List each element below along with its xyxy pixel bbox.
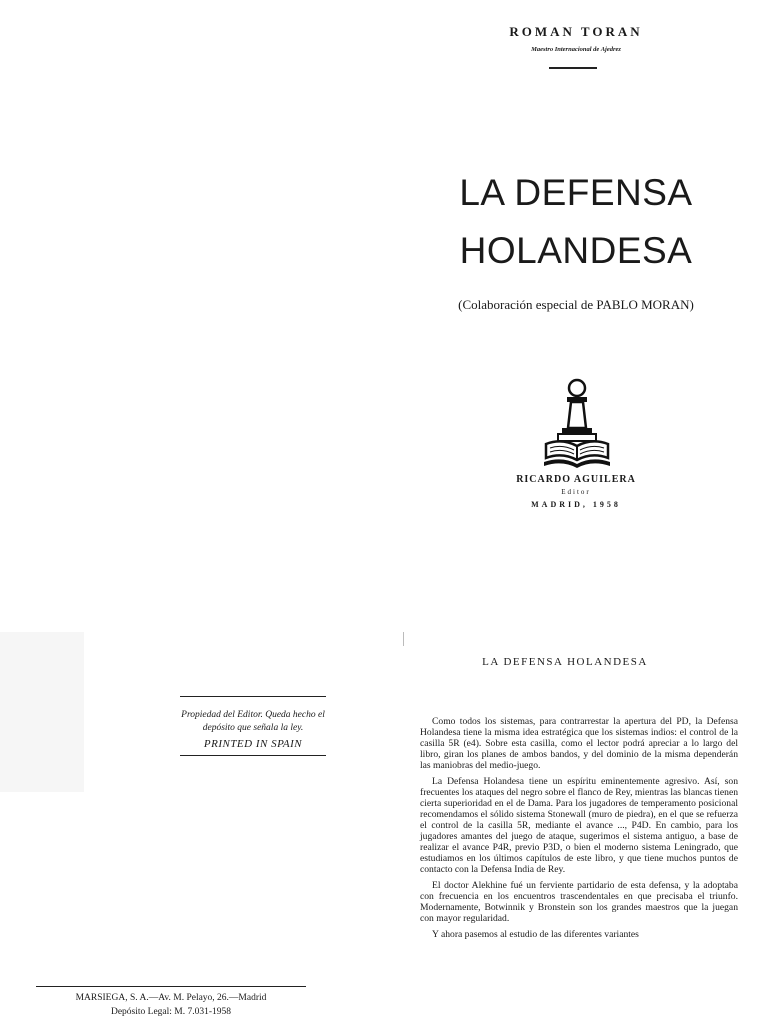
legal-deposit: Depósito Legal: M. 7.031-1958 <box>110 1007 232 1017</box>
publisher-name: RICARDO AGUILERA <box>516 474 636 485</box>
scan-shadow <box>0 632 84 792</box>
author-name: ROMAN TORAN <box>509 24 643 39</box>
copyright-block <box>180 696 326 756</box>
book-title-line-2: HOLANDESA <box>459 230 693 271</box>
title-page <box>384 0 768 620</box>
book-title <box>384 164 768 280</box>
page-edge <box>403 632 404 646</box>
book-title-line-1: LA DEFENSA <box>459 172 693 213</box>
running-head: LA DEFENSA HOLANDESA <box>482 656 648 668</box>
paragraph: El doctor Alekhine fué un ferviente partidario de esta defensa, y la adoptaba con frecuencia en los encuentros trascendentales en que precisaba el triunfo. Modernamente, Botwinnik y Bronstein son los grandes maestros que la juegan con mayor regularidad. <box>420 880 738 924</box>
author-credential: Maestro Internacional de Ajedrez <box>531 46 621 53</box>
publisher-city-year: MADRID, 1958 <box>531 500 621 509</box>
author-divider <box>549 67 597 69</box>
printer-info <box>36 986 306 1019</box>
publisher-role: Editor <box>561 488 591 496</box>
paragraph: La Defensa Holandesa tiene un espíritu eminentemente agresivo. Así, son frecuentes los ataques del negro sobre el flanco de Rey, mientras las blancas tienen cierta superioridad en el de Dama. Para los jugadores de temperamento posicional recomendamos el sólido sistema Stonewall (muro de piedra), en el que se refuerza el control de la casilla 5R, mediante el avance ..., P4D. En cambio, para los jugadores amantes del juego de ataque, sugerimos el sistema antiguo, a base de realizar el avance P4R, previo P3D, o bien el moderno sistema Leningrado, que estudiamos en los últimos capítulos de este libro, y que tiene muchos puntos de contacto con la Defensa India de Rey. <box>420 776 738 875</box>
chess-pawn-on-book-icon <box>542 378 612 470</box>
printed-in-spain: PRINTED IN SPAIN <box>203 738 303 750</box>
printer-line: MARSIEGA, S. A.—Av. M. Pelayo, 26.—Madrid <box>75 993 267 1003</box>
paragraph: Como todos los sistemas, para contrarrestar la apertura del PD, la Defensa Holandesa tiene la misma idea estratégica que los sistemas indios: el control de la casilla 5R (e4). Sobre esta casilla, como el lector podrá apreciar a lo largo del libro, giran los planes de ambos bandos, y del dominio de la misma dependerán las maniobras del medio-juego. <box>420 716 738 771</box>
book-subtitle: (Colaboración especial de PABLO MORAN) <box>458 297 694 312</box>
body-text <box>420 716 738 945</box>
paragraph: Y ahora pasemos al estudio de las diferentes variantes <box>432 929 639 940</box>
text-page <box>410 640 760 1024</box>
copyright-notice: Propiedad del Editor. Queda hecho el depósito que señala la ley. <box>181 710 325 733</box>
